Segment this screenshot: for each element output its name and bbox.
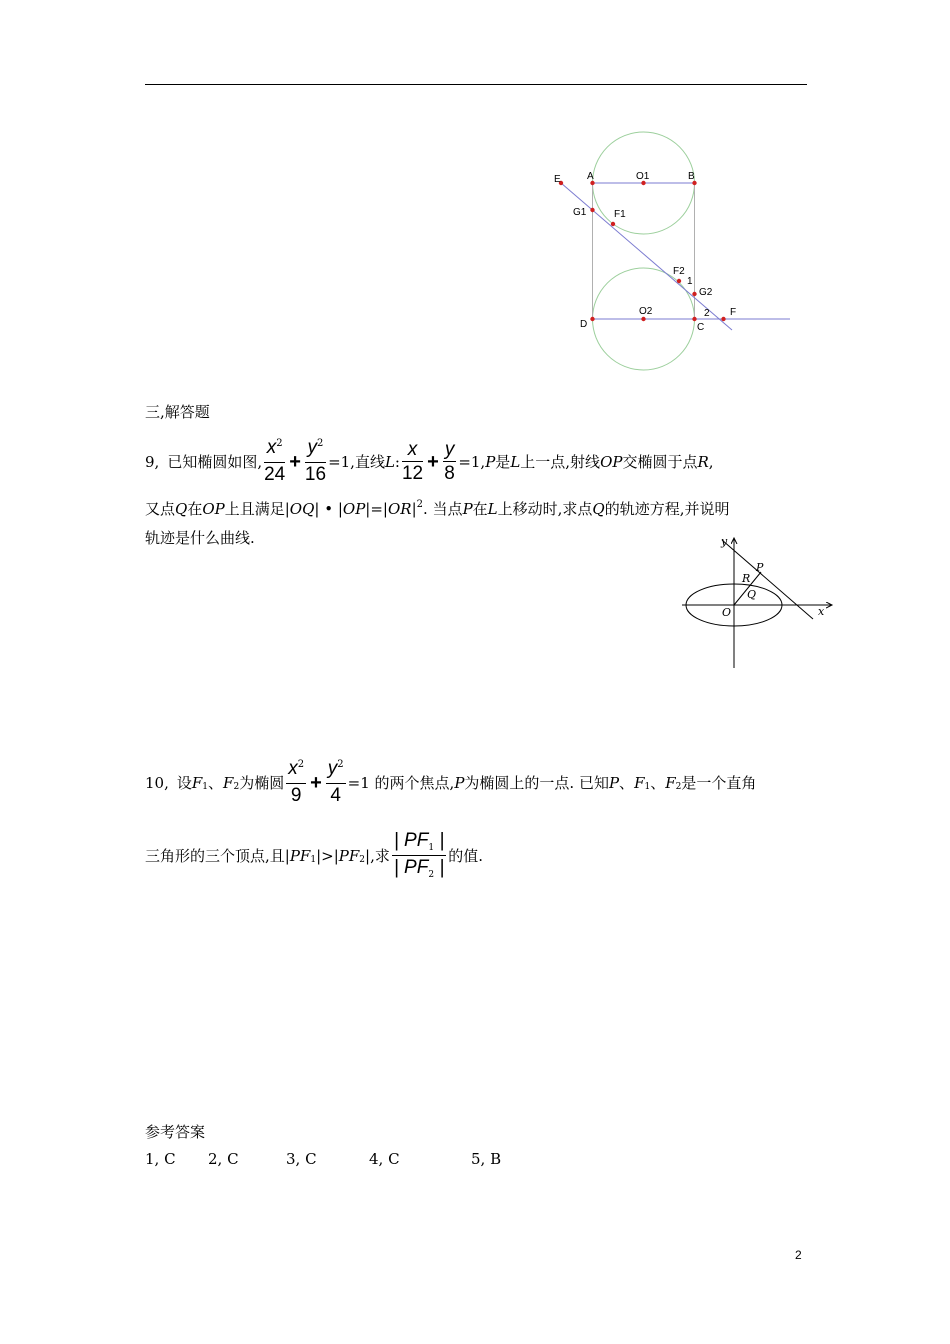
q10-ratio-fraction: $\frac{| PF_1 |}{| PF_2 |}$ (393, 829, 445, 880)
label-g2: G2 (699, 287, 713, 298)
points (559, 181, 726, 321)
label-c: C (697, 322, 705, 333)
q9-line2: 又点Q在OP上且满足|OQ| • $|OP|=|OR|^2$. 当点P在L上移动时,求点Q的轨迹方程,并说明 (145, 499, 730, 518)
label-g1: G1 (573, 207, 587, 218)
label-f1: F1 (614, 209, 626, 220)
q9-text: =1, (458, 453, 486, 471)
answers-title: 参考答案 (145, 1123, 206, 1141)
q9-text: =1,直线 (328, 453, 385, 471)
label-p: P (756, 561, 764, 574)
label-e: E (554, 174, 561, 185)
label-q: Q (747, 588, 757, 601)
q9-text: : (394, 453, 400, 471)
plus-sign: + (427, 451, 439, 473)
q9-var: P (485, 453, 496, 471)
q10-fraction-x2-9: $\frac{x^2}{9}$ (288, 758, 305, 806)
q9-text: 交椭圆于点 (622, 453, 698, 471)
q10-text: 设 (176, 774, 192, 792)
q9-line1 (145, 434, 714, 490)
page-number: 2 (795, 1248, 802, 1262)
q9-var: L (384, 453, 395, 471)
plus-sign: + (289, 451, 301, 473)
q9-text: 是 (495, 453, 511, 471)
plus-sign: + (310, 772, 322, 794)
answer-item: 2, C (208, 1150, 239, 1168)
label-b: B (688, 171, 695, 182)
label-o: O (722, 606, 732, 619)
q10-number: 10, (145, 774, 169, 792)
label-f2: F2 (673, 266, 685, 277)
q10-line2: 三角形的三个顶点,且| PF 1 |>| PF 2 |,求 $\frac{| PF_1 |}{| PF_2 |}$ 的值. (145, 826, 483, 886)
answer-item: 4, C (369, 1150, 400, 1168)
section-title: 三,解答题 (145, 403, 210, 421)
q9-var: R (697, 453, 709, 471)
label-r: R (742, 572, 751, 585)
q9-text: 已知椭圆如图, (167, 453, 263, 471)
q9-text: 上一点,射线 (520, 453, 601, 471)
q9-fraction-x-12: $\frac{x}{12}$ (401, 438, 424, 484)
q9-line3: 轨迹是什么曲线. (145, 529, 255, 547)
q9-fraction-x2-24: $\frac{x^2}{24}$ (264, 437, 286, 485)
q10-fraction-y2-4: $\frac{y^2}{4}$ (327, 758, 344, 806)
answer-item: 5, B (471, 1150, 502, 1168)
label-a: A (587, 171, 594, 182)
label-d: D (580, 319, 588, 330)
label-o2: O2 (639, 306, 653, 317)
q9-fraction-y-8: $\frac{y}{8}$ (444, 438, 455, 484)
label-1: 1 (687, 276, 693, 287)
two-circles-figure (545, 125, 805, 380)
label-f: F (730, 307, 737, 318)
answer-item: 1, C (145, 1150, 176, 1168)
label-o1: O1 (636, 171, 650, 182)
q9-fraction-y2-16: $\frac{y^2}{16}$ (304, 437, 327, 485)
label-2: 2 (704, 308, 710, 319)
ellipse-figure (675, 530, 835, 670)
header-rule (145, 84, 807, 85)
answer-item: 3, C (286, 1150, 317, 1168)
label-y: y (721, 535, 728, 548)
label-x: x (818, 605, 825, 618)
q9-var: OP (600, 453, 623, 471)
q9-text: , (708, 453, 714, 471)
q10-line1: 10, 设 F 1 、 F 2 为椭圆 $\frac{x^2}{9}$ + $\frac{y^2}{4}$ =1 的两个焦点, P 为椭圆上的一点. 已知 P 、 F 1 、 F 2 是一个直角 (145, 758, 757, 806)
line-l (722, 540, 813, 619)
q9-number: 9, (145, 453, 160, 471)
q9-var: L (510, 453, 521, 471)
